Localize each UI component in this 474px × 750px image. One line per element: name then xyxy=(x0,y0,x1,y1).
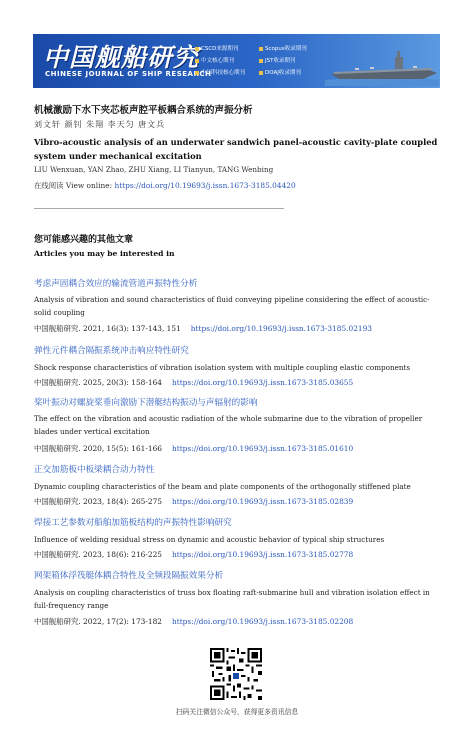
divider xyxy=(34,208,284,209)
doi-link[interactable]: https://doi.org/10.19693/j.issn.1673-3185.02778 xyxy=(171,550,354,559)
journal-logo-en: CHINESE JOURNAL OF SHIP RESEARCH xyxy=(45,70,212,78)
related-article-title-cn[interactable]: 考虑声固耦合效应的输流管道声振特性分析 xyxy=(34,279,198,289)
doi-link[interactable]: https://doi.org/10.19693/j.issn.1673-3185.02208 xyxy=(171,617,354,626)
related-heading-cn: 您可能感兴趣的其他文章 xyxy=(34,235,134,245)
doi-link[interactable]: https://doi.org/10.19693/j.issn.1673-3185.02193 xyxy=(190,324,372,333)
online-doi-link[interactable]: https://doi.org/10.19693/j.issn.1673-3185.04420 xyxy=(114,181,296,190)
citation: 中国舰船研究. 2025, 20(3): 158-164 xyxy=(34,378,162,387)
index-badge: DOAJ收录期刊 xyxy=(259,68,301,76)
related-article-ref xyxy=(34,496,353,507)
related-article-title-cn[interactable]: 焊接工艺参数对船舶加筋板结构的声振特性影响研究 xyxy=(34,518,232,528)
related-article-title-en: Influence of welding residual stress on dynamic and acoustic behavior of typical ship structures xyxy=(34,535,385,544)
citation: 中国舰船研究. 2022, 17(2): 173-182 xyxy=(34,617,162,626)
related-article-ref xyxy=(34,377,353,388)
online-reading-line xyxy=(34,180,440,191)
related-article-title-cn[interactable]: 网架箱体浮筏艇体耦合特性及全频段隔振效果分析 xyxy=(34,571,224,581)
related-article-title-cn[interactable]: 桨叶振动对螺旋桨垂向激励下潜艇结构振动与声辐射的影响 xyxy=(34,398,258,408)
related-article-title-cn[interactable]: 弹性元件耦合隔振系统冲击响应特性研究 xyxy=(34,346,189,356)
index-badge: Scopus收录期刊 xyxy=(259,44,307,52)
index-badge: JST收录期刊 xyxy=(259,56,295,64)
citation: 中国舰船研究. 2023, 18(6): 216-225 xyxy=(34,550,162,559)
index-badge: CSCD来源期刊 xyxy=(195,44,238,52)
citation: 中国舰船研究. 2023, 18(4): 265-275 xyxy=(34,497,162,506)
doi-link[interactable]: https://doi.org/10.19693/j.issn.1673-3185.01610 xyxy=(171,444,354,453)
journal-logo-cn: 中国舰船研究 xyxy=(43,43,200,72)
related-article-ref xyxy=(34,616,353,627)
related-article-title-en: Analysis on coupling characteristics of truss box floating raft-submarine hull and vibration isolation effect in full-frequency range xyxy=(34,588,430,610)
related-article-title-en: Shock response characteristics of vibration isolation system with multiple coupling elastic components xyxy=(34,363,411,372)
journal-banner xyxy=(33,34,440,88)
citation: 中国舰船研究. 2020, 15(5): 161-166 xyxy=(34,444,162,453)
qr-caption: 扫码关注微信公众号，获得更多资讯信息 xyxy=(175,708,299,716)
related-article-title-en: Dynamic coupling characteristics of the beam and plate components of the orthogonally stiffened plate xyxy=(34,482,411,491)
article-title-cn: 机械激励下水下夹芯板声腔平板耦合系统的声振分析 xyxy=(34,105,253,116)
doi-link[interactable]: https://doi.org/10.19693/j.issn.1673-3185.02839 xyxy=(171,497,354,506)
related-article-ref xyxy=(34,443,353,454)
index-badge: 中文核心期刊 xyxy=(195,56,234,64)
related-article-title-en: The effect on the vibration and acoustic radiation of the whole submarine due to the vibration of propeller blades under vertical excitation xyxy=(34,414,423,436)
index-badge: 中国科技核心期刊 xyxy=(195,68,245,76)
article-authors-cn: 刘文轩 颜钊 朱翔 李天匀 唐文兵 xyxy=(34,120,166,129)
citation: 中国舰船研究. 2021, 16(3): 137-143, 151 xyxy=(34,324,181,333)
related-article-title-cn[interactable]: 正交加筋板中板梁耦合动力特性 xyxy=(34,465,155,475)
article-authors-en: LIU Wenxuan, YAN Zhao, ZHU Xiang, LI Tianyun, TANG Wenbing xyxy=(34,165,274,174)
related-article-ref xyxy=(34,549,353,560)
doi-link[interactable]: https://doi.org/10.19693/j.issn.1673-3185.03655 xyxy=(171,378,354,387)
related-heading-en: Articles you may be interested in xyxy=(34,249,175,258)
related-article-ref xyxy=(34,323,372,334)
aircraft-carrier-icon xyxy=(325,40,439,86)
qr-code-icon[interactable] xyxy=(210,648,262,700)
related-article-title-en: Analysis of vibration and sound characteristics of fluid conveying pipeline considering the effect of acoustic-solid coupling xyxy=(34,295,430,317)
article-title-en: Vibro-acoustic analysis of an underwater sandwich panel-acoustic cavity-plate coupled system under mechanical excitation xyxy=(34,137,438,161)
online-label: 在线阅读 View online: xyxy=(34,181,113,190)
